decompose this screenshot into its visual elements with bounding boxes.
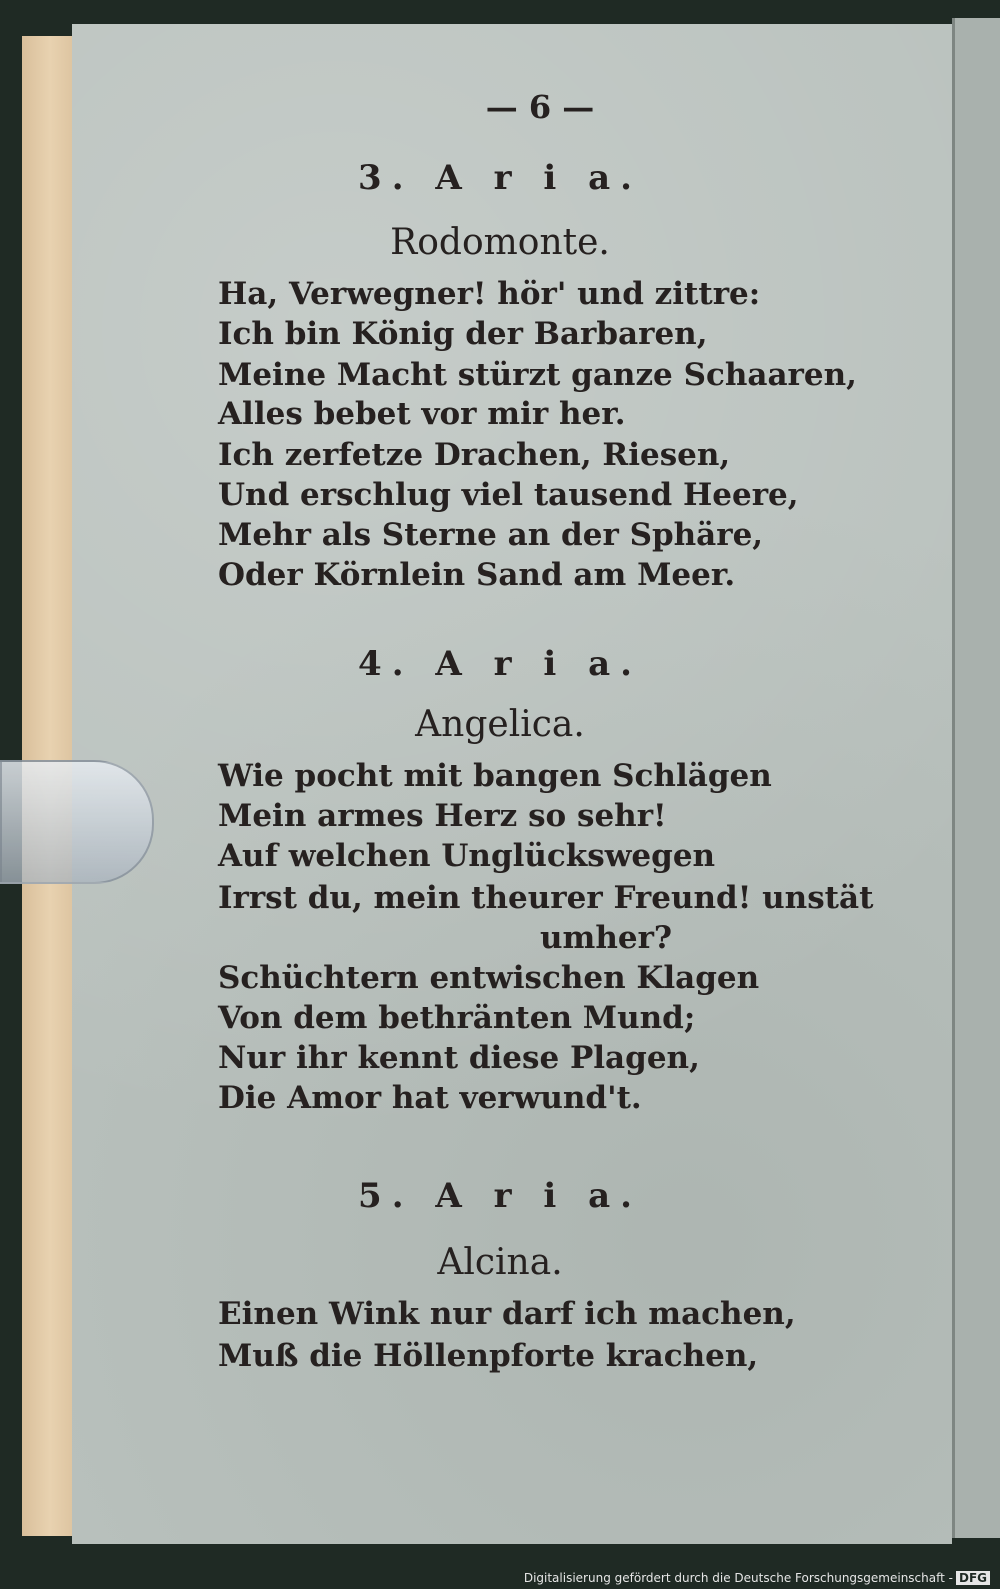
verse-line: Mein armes Herz so sehr! [218, 798, 667, 834]
verse-line: Ha, Verwegner! hör' und zittre: [218, 276, 761, 312]
verse-line: Von dem bethränten Mund; [218, 1000, 696, 1036]
aria-heading-4: 4. A r i a. [358, 644, 642, 684]
verse-line: Und erschlug viel tausend Heere, [218, 477, 799, 513]
digitization-footer [524, 1571, 990, 1585]
character-name-angelica: Angelica. [415, 704, 585, 745]
verse-line: Alles bebet vor mir her. [218, 396, 626, 432]
verse-line: Die Amor hat verwund't. [218, 1080, 642, 1116]
verse-line-continuation: umher? [540, 920, 673, 956]
verse-line: Irrst du, mein theurer Freund! unstät [218, 880, 874, 916]
verse-line: Ich zerfetze Drachen, Riesen, [218, 437, 731, 473]
aria-heading-5: 5. A r i a. [358, 1176, 642, 1216]
bookmark-tab [0, 760, 154, 884]
verse-line: Oder Körnlein Sand am Meer. [218, 557, 736, 593]
verse-line: Mehr als Sterne an der Sphäre, [218, 517, 764, 553]
verse-line: Auf welchen Unglückswegen [218, 838, 716, 874]
verse-line: Schüchtern entwischen Klagen [218, 960, 760, 996]
footer-text: Digitalisierung gefördert durch die Deutsche Forschungsgemeinschaft - [523, 1571, 953, 1585]
page-number: — 6 — [485, 88, 595, 126]
dfg-logo: DFG [956, 1571, 990, 1585]
aria-heading-3: 3. A r i a. [358, 158, 642, 198]
character-name-rodomonte: Rodomonte. [390, 222, 610, 263]
verse-line: Ich bin König der Barbaren, [218, 316, 708, 352]
next-page-edge [952, 18, 1000, 1538]
character-name-alcina: Alcina. [437, 1242, 563, 1283]
verse-line: Meine Macht stürzt ganze Schaaren, [218, 357, 857, 393]
verse-line: Nur ihr kennt diese Plagen, [218, 1040, 700, 1076]
verse-line: Einen Wink nur darf ich machen, [218, 1296, 796, 1332]
verse-line: Muß die Höllenpforte krachen, [218, 1338, 759, 1374]
verse-line: Wie pocht mit bangen Schlägen [218, 758, 772, 794]
